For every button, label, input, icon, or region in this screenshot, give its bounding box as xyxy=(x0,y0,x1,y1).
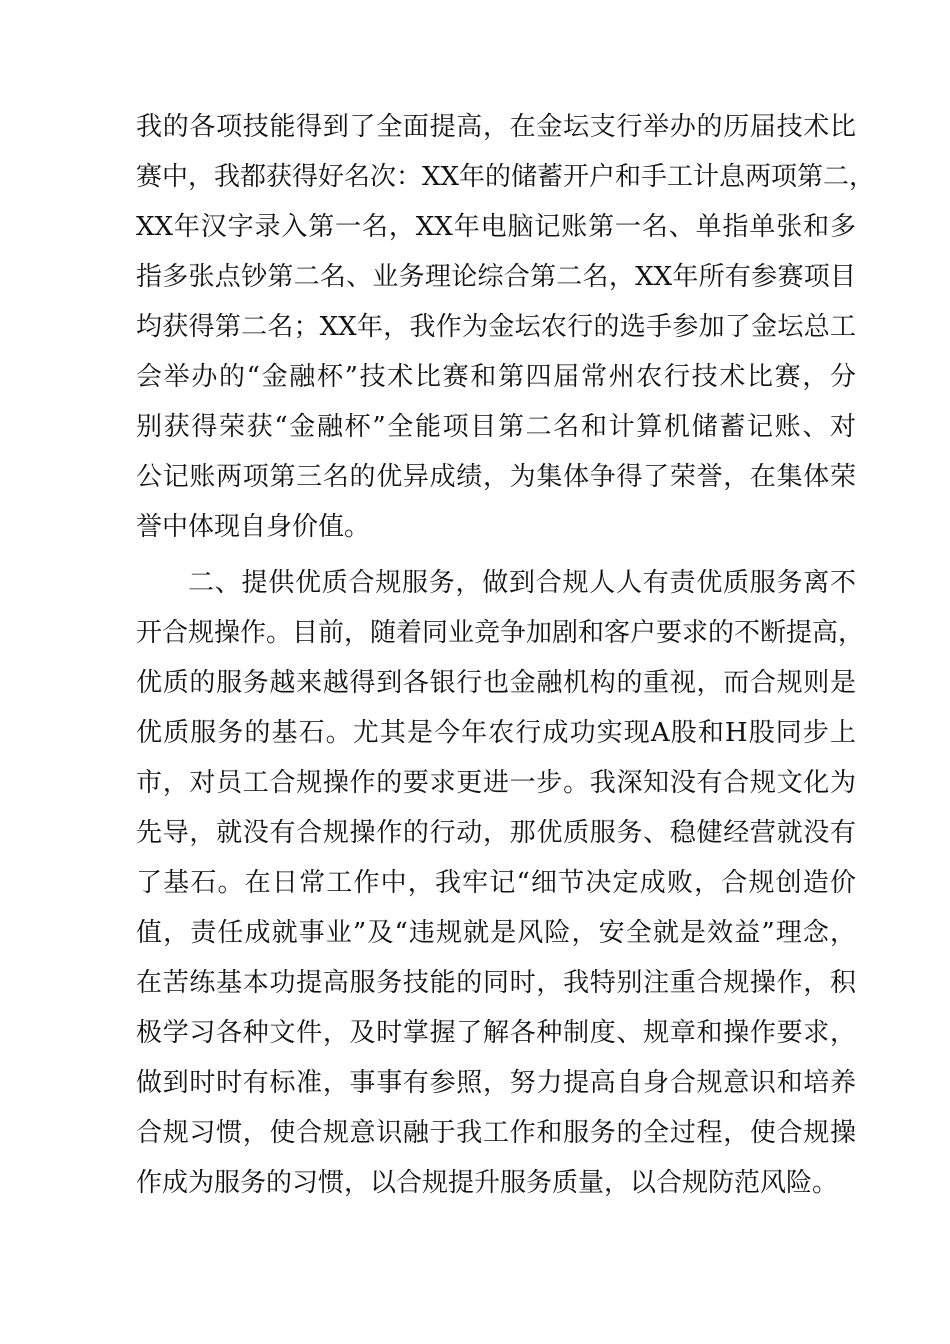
text-line: 会举办的“金融杯”技术比赛和第四届常州农行技术比赛，分 xyxy=(136,362,856,392)
text-line: 了基石。在日常工作中，我牢记“细节决定成败，合规创造价 xyxy=(136,868,856,898)
text-line: 先导，就没有合规操作的行动，那优质服务、稳健经营就没有 xyxy=(136,818,856,848)
text-line: 公记账两项第三名的优异成绩，为集体争得了荣誉，在集体荣 xyxy=(136,462,856,492)
text-line: 我的各项技能得到了全面提高，在金坛支行举办的历届技术比 xyxy=(136,112,856,142)
text-line: 优质服务的基石。尤其是今年农行成功实现A股和H股同步上 xyxy=(136,718,856,748)
text-line: 极学习各种文件，及时掌握了解各种制度、规章和操作要求， xyxy=(136,1018,856,1048)
text-line: 值，责任成就事业”及“违规就是风险，安全就是效益”理念， xyxy=(136,918,856,948)
text-line: 市，对员工合规操作的要求更进一步。我深知没有合规文化为 xyxy=(136,768,856,798)
text-line: 指多张点钞第二名、业务理论综合第二名，XX年所有参赛项目 xyxy=(136,262,856,292)
text-line: 别获得荣获“金融杯”全能项目第二名和计算机储蓄记账、对 xyxy=(136,412,856,442)
text-line: 赛中，我都获得好名次：XX年的储蓄开户和手工计息两项第二， xyxy=(136,162,876,192)
text-line: 均获得第二名；XX年，我作为金坛农行的选手参加了金坛总工 xyxy=(136,312,856,342)
text-line: 开合规操作。目前，随着同业竞争加剧和客户要求的不断提高， xyxy=(136,618,865,648)
text-line: 做到时时有标准，事事有参照，努力提高自身合规意识和培养 xyxy=(136,1068,856,1098)
text-line: 作成为服务的习惯，以合规提升服务质量，以合规防范风险。 xyxy=(136,1168,839,1198)
text-line: 二、提供优质合规服务，做到合规人人有责优质服务离不 xyxy=(188,568,856,598)
text-line: XX年汉字录入第一名，XX年电脑记账第一名、单指单张和多 xyxy=(136,212,856,242)
text-line: 优质的服务越来越得到各银行也金融机构的重视，而合规则是 xyxy=(136,668,856,698)
text-line: 誉中体现自身价值。 xyxy=(136,512,371,542)
text-line: 合规习惯，使合规意识融于我工作和服务的全过程，使合规操 xyxy=(136,1118,856,1148)
text-line: 在苦练基本功提高服务技能的同时，我特别注重合规操作，积 xyxy=(136,968,856,998)
